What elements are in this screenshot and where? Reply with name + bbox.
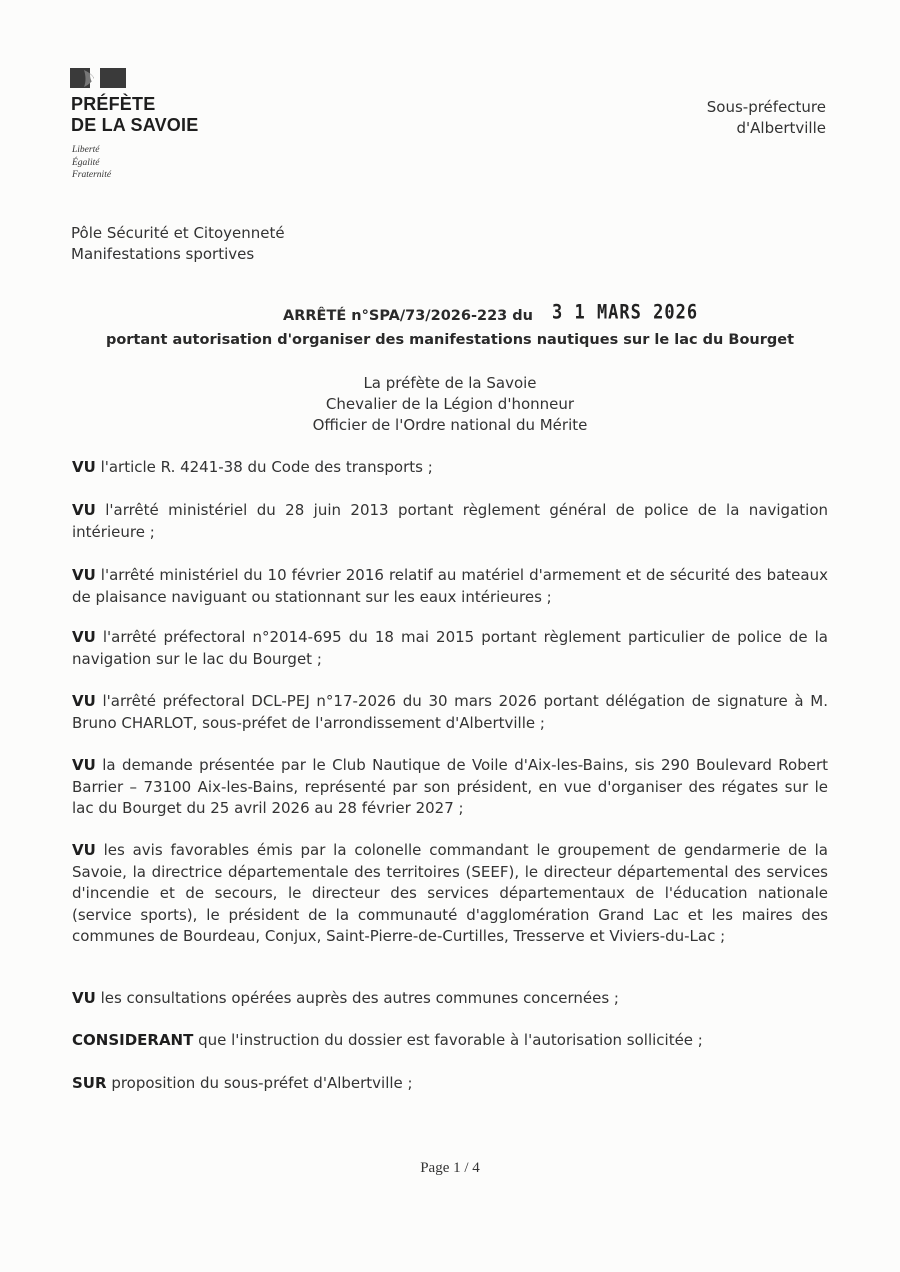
considering-paragraph [72,1030,828,1052]
recital-paragraph [72,565,828,608]
proposal-lead: SUR [72,1074,107,1092]
prefecture-name-line1: PRÉFÈTE [71,94,156,114]
prefecture-name-line2: DE LA SAVOIE [71,115,199,135]
recital-text: la demande présentée par le Club Nautique de Voile d'Aix-les-Bains, sis 290 Boulevard Robert Barrier – 73100 Aix-les-Bains, représenté par son président, en vue d'organiser des régates sur le lac du Bourget du 25 avril 2026 au 28 février 2027 ; [72,756,828,817]
recital-paragraph [72,627,828,670]
recital-text: l'arrêté préfectoral DCL-PEJ n°17-2026 du 30 mars 2026 portant délégation de signature à M. Bruno CHARLOT, sous-préfet de l'arrondissement d'Albertville ; [72,692,828,732]
proposal-paragraph [72,1073,828,1095]
recital-lead: VU [72,566,96,584]
proposal-text: proposition du sous-préfet d'Albertville ; [106,1074,413,1092]
recital-paragraph [72,457,828,479]
service-line1: Pôle Sécurité et Citoyenneté [71,224,285,242]
motto-egalite: Égalité [72,157,100,168]
date-stamp: 3 1 MARS 2026 [552,301,699,324]
recital-paragraph [72,755,828,820]
republic-motto [72,144,111,182]
recital-text: les consultations opérées auprès des autres communes concernées ; [95,989,619,1007]
subprefecture-label [707,97,826,139]
motto-liberte: Liberté [72,145,100,155]
recital-text: les avis favorables émis par la colonelle commandant le groupement de gendarmerie de la Savoie, la directrice départementale des territoires (SEEF), le directeur départemental des services d'incendie et de secours, le directeur des services départementaux de l'éducation nationale (service sports), le président de la communauté d'agglomération Grand Lac et les maires des communes de Bourdeau, Conjux, Saint-Pierre-de-Curtilles, Tresserve et Viviers-du-Lac ; [72,841,828,945]
subprefecture-line2: d'Albertville [736,119,826,137]
recital-paragraph [72,500,828,543]
recital-paragraph [72,691,828,734]
subprefecture-line1: Sous-préfecture [706,98,826,116]
considering-text: que l'instruction du dossier est favorable à l'autorisation sollicitée ; [193,1031,703,1049]
recital-lead: VU [72,841,96,859]
page-number: Page 1 / 4 [420,1160,480,1176]
recital-lead: VU [72,628,96,646]
prefecture-name [71,94,198,136]
considering-lead: CONSIDERANT [72,1031,194,1049]
decree-subject: portant autorisation d'organiser des manifestations nautiques sur le lac du Bourget [105,332,795,348]
recital-lead: VU [72,692,96,710]
marianne-logo-icon [70,68,126,88]
authority-line3: Officier de l'Ordre national du Mérite [312,416,588,434]
recital-text: l'article R. 4241-38 du Code des transports ; [95,458,433,476]
authority-line2: Chevalier de la Légion d'honneur [325,395,575,413]
recital-lead: VU [72,989,96,1007]
recital-paragraph [72,840,828,948]
recital-lead: VU [72,501,96,519]
authority-line1: La préfète de la Savoie [363,374,537,392]
decree-reference-text: ARRÊTÉ n°SPA/73/2026-223 du [283,308,533,324]
recital-text: l'arrêté ministériel du 28 juin 2013 portant règlement général de police de la navigation intérieure ; [72,501,828,541]
authority-block [0,373,900,436]
service-line2: Manifestations sportives [71,245,255,263]
recital-text: l'arrêté préfectoral n°2014-695 du 18 mai 2015 portant règlement particulier de police de la navigation sur le lac du Bourget ; [72,628,828,668]
recital-lead: VU [72,458,96,476]
service-block [71,223,285,265]
motto-fraternite: Fraternité [72,170,112,180]
recital-lead: VU [72,756,96,774]
recital-text: l'arrêté ministériel du 10 février 2016 relatif au matériel d'armement et de sécurité des bateaux de plaisance naviguant ou stationnant sur les eaux intérieures ; [72,566,828,606]
recital-paragraph [72,988,828,1010]
decree-reference [0,308,900,324]
